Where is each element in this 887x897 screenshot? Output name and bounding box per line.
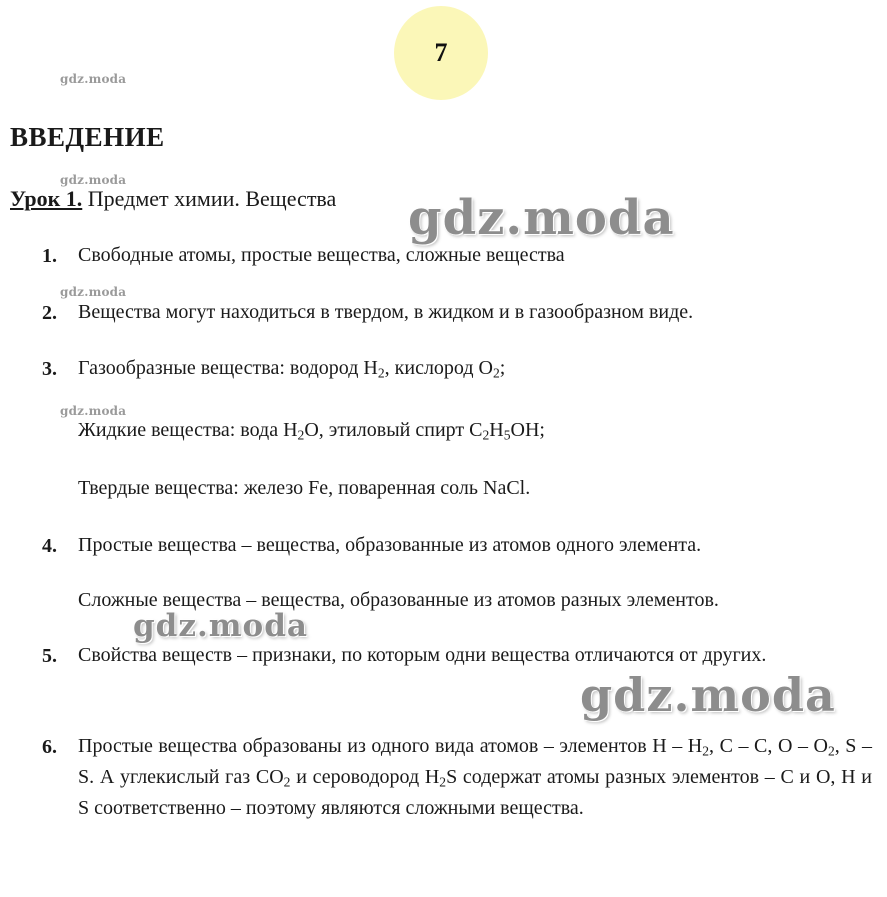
solids-line: Твердые вещества: железо Fe, поваренная соль NaCl. (78, 477, 531, 499)
item-text: Свободные атомы, простые вещества, сложные вещества (78, 244, 565, 266)
page-number: 7 (434, 38, 448, 67)
item-text: Простые вещества образованы из одного вида атомов – элементов H – $H_2$, C – C, O – $O_2$, S – S. А углекислый газ $CO_2$ и сероводород $H_2S$ содержат атомы разных элементов – C и O, H и S соответственно – поэтому являются сложными вещества. (78, 735, 872, 819)
section-title: ВВЕДЕНИЕ (10, 122, 165, 152)
lesson-title: Предмет химии. Вещества (87, 186, 337, 211)
item-number: 1. (42, 245, 57, 267)
watermark-large: gdz.moda (580, 668, 836, 722)
lesson-number: Урок 1. (10, 186, 83, 211)
watermark-small: gdz.moda (60, 173, 127, 187)
gases-line: Газообразные вещества: водород $H_2$, кислород $O_2$; (78, 357, 506, 381)
complex-substances-definition: Сложные вещества – вещества, образованные из атомов разных элементов. (78, 589, 719, 611)
liquids-line: Жидкие вещества: вода $H_2O$, этиловый спирт $C_2H_5OH$; (78, 419, 545, 443)
page-number-badge (394, 6, 488, 100)
item-text: Вещества могут находиться в твердом, в жидком и в газообразном виде. (78, 301, 694, 323)
watermark-large: gdz.moda (408, 190, 675, 246)
item-number: 6. (42, 736, 57, 758)
item-text: Свойства веществ – признаки, по которым одни вещества отличаются от других. (78, 644, 767, 666)
watermark-small: gdz.moda (60, 404, 127, 418)
watermark-small: gdz.moda (60, 285, 127, 299)
item-number: 4. (42, 535, 57, 557)
watermark-small: gdz.moda (60, 72, 127, 86)
lesson-heading (10, 186, 336, 212)
watermark-large: gdz.moda (133, 608, 308, 644)
simple-substances-definition: Простые вещества – вещества, образованные из атомов одного элемента. (78, 534, 702, 556)
item-number: 2. (42, 302, 57, 324)
item-number: 3. (42, 358, 57, 380)
item-number: 5. (42, 645, 57, 667)
